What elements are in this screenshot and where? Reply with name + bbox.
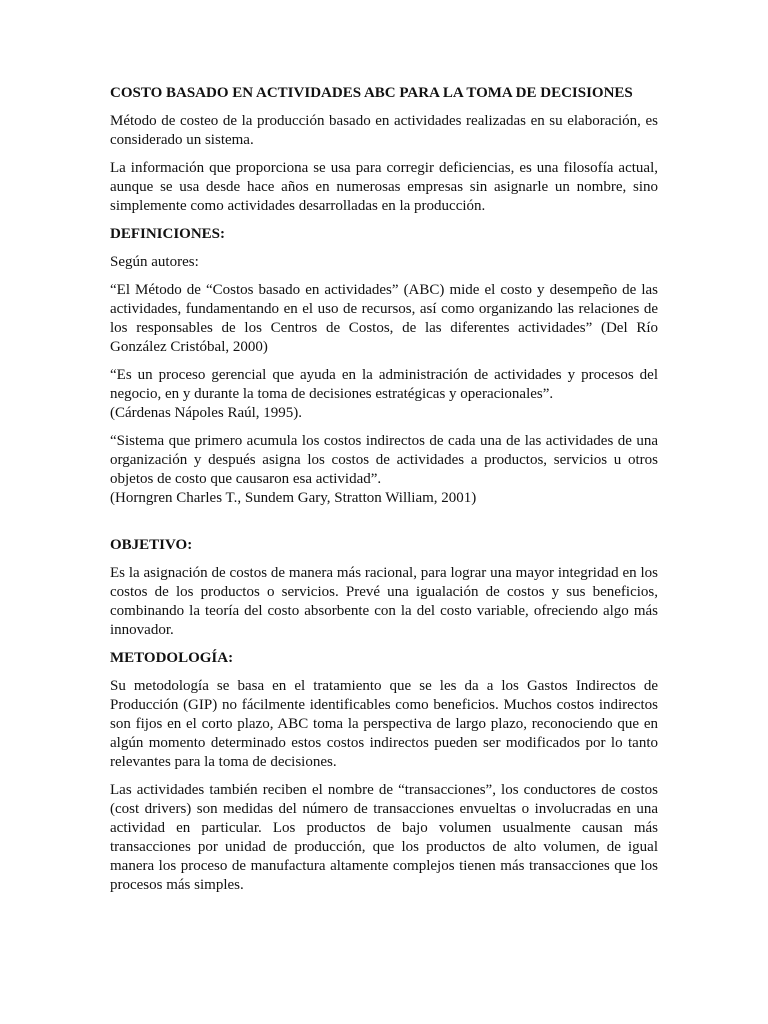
definition-quote-text: “El Método de “Costos basado en actividades” (ABC) mide el costo y desempeño de las actividades, fundamentando en el uso de recursos, así como organizando las relaciones de los responsables de los Centros de Costos, de las diferentes actividades” (Del Río González Cristóbal, 2000) xyxy=(110,282,658,355)
definitions-lead: Según autores: xyxy=(110,254,199,270)
methodology-paragraph-1: Su metodología se basa en el tratamiento que se les da a los Gastos Indirectos de Producción (GIP) no fácilmente identificables como beneficios. Muchos costos indirectos son fijos en el corto plazo, ABC toma la perspectiva de largo plazo, reconociendo que en algún momento determinado estos costos indirectos pueden ser modificados por lo tanto relevantes para la toma de decisiones. xyxy=(110,678,658,770)
intro-paragraph-1: Método de costeo de la producción basado en actividades realizadas en su elaboración, es considerado un sistema. xyxy=(110,113,658,148)
definition-quote-3 xyxy=(110,432,658,508)
definition-quote-text: “Sistema que primero acumula los costos indirectos de cada una de las actividades de una organización y después asigna los costos de actividades a productos, servicios u otros objetos de costo que causaron esa actividad”. xyxy=(110,433,658,487)
definition-quote-citation: (Cárdenas Nápoles Raúl, 1995). xyxy=(110,405,303,421)
intro-paragraph-2: La información que proporciona se usa para corregir deficiencias, es una filosofía actual, aunque se usa desde hace años en numerosas empresas sin asignarle un nombre, sino simplemente como actividades desarrolladas en la producción. xyxy=(110,160,658,214)
definitions-heading: DEFINICIONES: xyxy=(110,226,226,242)
document-title: COSTO BASADO EN ACTIVIDADES ABC PARA LA TOMA DE DECISIONES xyxy=(110,85,633,101)
objective-paragraph: Es la asignación de costos de manera más racional, para lograr una mayor integridad en los costos de los productos o servicios. Prevé una igualación de costos y sus beneficios, combinando la teoría del costo absorbente con la del costo variable, ofreciendo algo más innovador. xyxy=(110,565,658,638)
objective-heading: OBJETIVO: xyxy=(110,537,193,553)
definition-quote-text: “Es un proceso gerencial que ayuda en la administración de actividades y procesos del negocio, en y durante la toma de decisiones estratégicas y operacionales”. xyxy=(110,367,658,402)
document-page xyxy=(110,84,658,904)
methodology-heading: METODOLOGÍA: xyxy=(110,650,234,666)
definition-quote-2 xyxy=(110,366,658,423)
definition-quote-citation: (Horngren Charles T., Sundem Gary, Stratton William, 2001) xyxy=(110,490,477,506)
definition-quote-1 xyxy=(110,281,658,357)
methodology-paragraph-2: Las actividades también reciben el nombre de “transacciones”, los conductores de costos (cost drivers) son medidas del número de transacciones envueltas o involucradas en una actividad en particular. Los productos de bajo volumen usualmente causan más transacciones por unidad de producción, que los productos de alto volumen, de igual manera los proceso de manufactura altamente complejos tienen más transacciones que los procesos más simples. xyxy=(110,782,658,893)
